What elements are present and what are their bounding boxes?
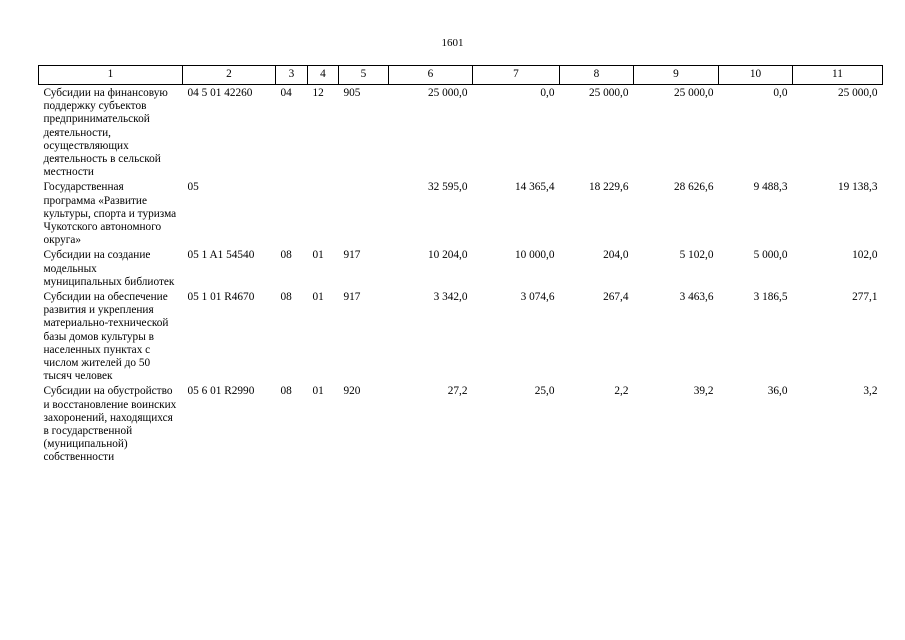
row-value: 5 000,0 <box>753 249 788 262</box>
column-header: 4 <box>308 66 339 85</box>
row-ministry: 920 <box>343 385 361 398</box>
row-ministry: 917 <box>343 291 361 304</box>
row-value: 2,2 <box>614 385 629 398</box>
row-value: 25 000,0 <box>427 87 468 99</box>
row-ministry: 905 <box>343 87 361 99</box>
row-value: 25 000,0 <box>837 87 878 99</box>
row-value: 3 186,5 <box>753 291 788 304</box>
column-header: 8 <box>560 66 634 85</box>
row-subsection: 01 <box>312 385 324 398</box>
row-value: 277,1 <box>852 291 878 304</box>
column-header: 1 <box>39 66 183 85</box>
row-subsection <box>308 179 339 247</box>
row-value: 39,2 <box>693 385 714 398</box>
row-value: 14 365,4 <box>514 181 555 194</box>
row-ministry: 917 <box>343 249 361 262</box>
row-code: 05 1 A1 54540 <box>187 249 255 262</box>
row-name: Субсидии на создание модельных муниципальных библиотек <box>43 249 175 288</box>
row-subsection: 01 <box>312 249 324 262</box>
row-value: 28 626,6 <box>673 181 714 194</box>
row-value: 0,0 <box>540 87 555 99</box>
row-value: 25 000,0 <box>588 87 629 99</box>
row-ministry <box>339 179 389 247</box>
row-value: 3 074,6 <box>520 291 555 304</box>
column-header: 5 <box>339 66 389 85</box>
column-header: 10 <box>719 66 793 85</box>
row-value: 3 342,0 <box>433 291 468 304</box>
column-header: 2 <box>183 66 276 85</box>
row-value: 18 229,6 <box>588 181 629 194</box>
row-value: 25,0 <box>534 385 555 398</box>
column-header: 11 <box>793 66 883 85</box>
table-row <box>39 247 883 289</box>
row-value: 9 488,3 <box>753 181 788 194</box>
row-value: 102,0 <box>852 249 878 262</box>
row-value: 3,2 <box>863 385 878 398</box>
row-section: 08 <box>280 385 292 398</box>
table-row <box>39 179 883 247</box>
row-name: Субсидии на финансовую поддержку субъектов предпринимательской деятельности, осуществляющих деятельность в сельской местности <box>43 87 168 179</box>
row-value: 10 204,0 <box>427 249 468 262</box>
row-subsection: 12 <box>312 87 324 99</box>
table-row <box>39 85 883 180</box>
row-name: Субсидии на обустройство и восстановление воинских захоронений, находящихся в государственной (муниципальной) собственности <box>43 385 177 464</box>
row-section: 08 <box>280 249 292 262</box>
row-value: 267,4 <box>603 291 629 304</box>
row-code: 05 1 01 R4670 <box>187 291 255 304</box>
row-value: 32 595,0 <box>427 181 468 194</box>
row-code: 05 6 01 R2990 <box>187 385 255 398</box>
row-section <box>276 179 308 247</box>
row-subsection: 01 <box>312 291 324 304</box>
row-value: 19 138,3 <box>837 181 878 194</box>
table-header-row <box>39 66 883 85</box>
column-header: 9 <box>634 66 719 85</box>
row-value: 204,0 <box>603 249 629 262</box>
column-header: 3 <box>276 66 308 85</box>
column-header: 7 <box>473 66 560 85</box>
budget-table <box>38 65 883 465</box>
row-value: 0,0 <box>773 87 788 99</box>
row-name: Государственная программа «Развитие культуры, спорта и туризма Чукотского автономного округа» <box>43 181 177 247</box>
row-section: 04 <box>280 87 292 99</box>
row-value: 25 000,0 <box>673 87 714 99</box>
table-row <box>39 383 883 464</box>
row-value: 5 102,0 <box>679 249 714 262</box>
row-value: 3 463,6 <box>679 291 714 304</box>
table-row <box>39 289 883 383</box>
row-code: 04 5 01 42260 <box>187 87 253 99</box>
row-section: 08 <box>280 291 292 304</box>
row-name: Субсидии на обеспечение развития и укрепления материально-технической базы домов культуры в населенных пунктах с числом жителей до 50 тысяч человек <box>43 291 169 383</box>
row-code: 05 <box>187 181 199 194</box>
column-header: 6 <box>389 66 473 85</box>
row-value: 27,2 <box>447 385 468 398</box>
row-value: 10 000,0 <box>514 249 555 262</box>
page-number: 1601 <box>441 37 464 49</box>
row-value: 36,0 <box>767 385 788 398</box>
